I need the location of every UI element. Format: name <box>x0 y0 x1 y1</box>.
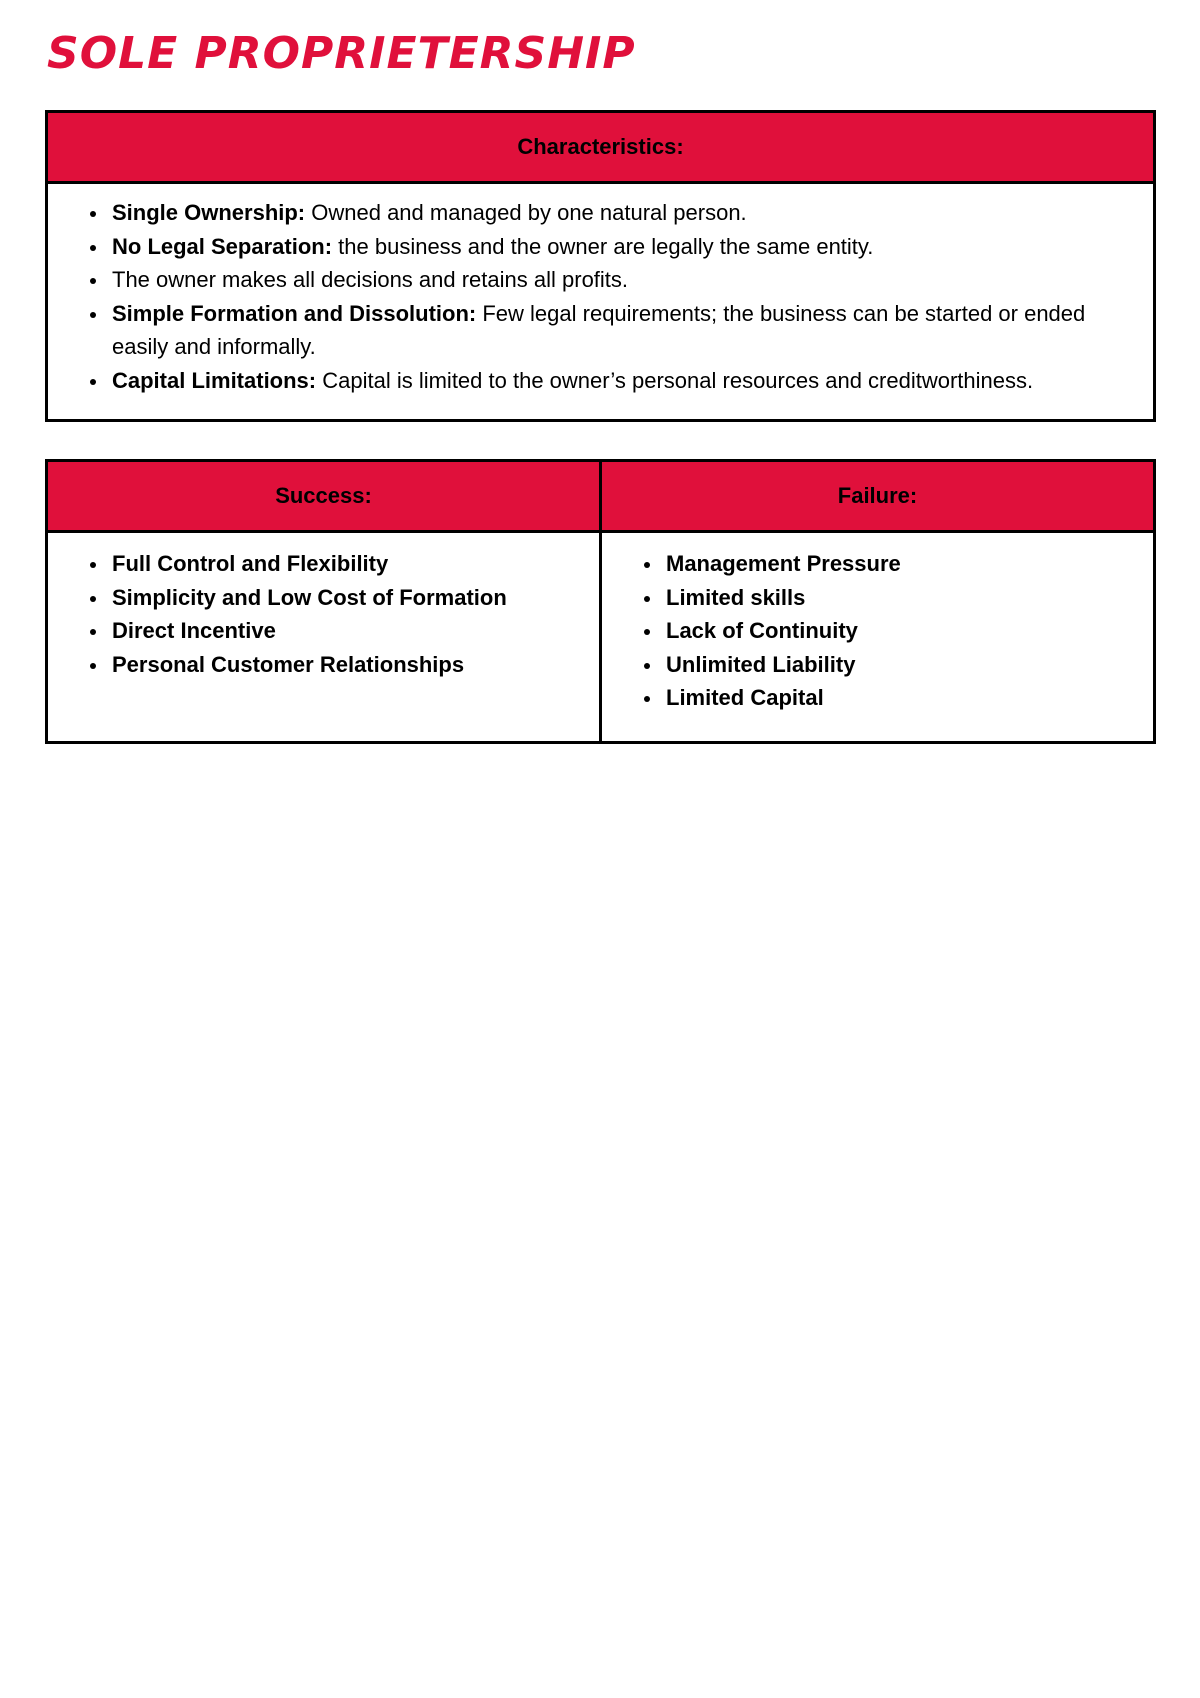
item-text: Owned and managed by one natural person. <box>305 200 747 225</box>
success-failure-table <box>45 459 1156 744</box>
list-item: Full Control and Flexibility <box>112 547 579 581</box>
list-item: Lack of Continuity <box>666 614 1133 648</box>
item-title: Capital Limitations: <box>112 367 317 393</box>
list-item: Direct Incentive <box>112 614 579 648</box>
list-item <box>112 263 1129 297</box>
list-item <box>112 230 1129 264</box>
failure-list <box>636 547 1133 715</box>
characteristics-cell <box>47 183 1155 421</box>
item-text: Few legal requirements; the business can be started or ended easily and informally. <box>112 300 1086 359</box>
item-text: Capital is limited to the owner’s personal resources and creditworthiness. <box>316 367 1034 393</box>
item-title: Simple Formation and Dissolution: <box>112 300 477 326</box>
success-cell <box>47 532 601 743</box>
page-title: SOLE PROPRIETERSHIP <box>47 28 636 79</box>
characteristics-table <box>45 110 1156 422</box>
list-item: Personal Customer Relationships <box>112 648 579 682</box>
characteristics-list <box>82 196 1129 397</box>
success-list <box>82 547 579 681</box>
list-item: Limited skills <box>666 581 1133 615</box>
list-item <box>112 364 1129 398</box>
item-text: The owner makes all decisions and retains all profits. <box>112 267 629 292</box>
item-title: Single Ownership: <box>112 200 306 225</box>
list-item <box>112 196 1129 230</box>
characteristics-header: Characteristics: <box>47 112 1155 183</box>
failure-cell <box>601 532 1155 743</box>
list-item: Unlimited Liability <box>666 648 1133 682</box>
failure-header: Failure: <box>601 461 1155 532</box>
list-item <box>112 297 1129 364</box>
list-item: Limited Capital <box>666 681 1133 715</box>
list-item: Management Pressure <box>666 547 1133 581</box>
success-header: Success: <box>47 461 601 532</box>
item-text: the business and the owner are legally the same entity. <box>332 233 874 259</box>
list-item: Simplicity and Low Cost of Formation <box>112 581 579 615</box>
item-title: No Legal Separation: <box>112 233 333 259</box>
